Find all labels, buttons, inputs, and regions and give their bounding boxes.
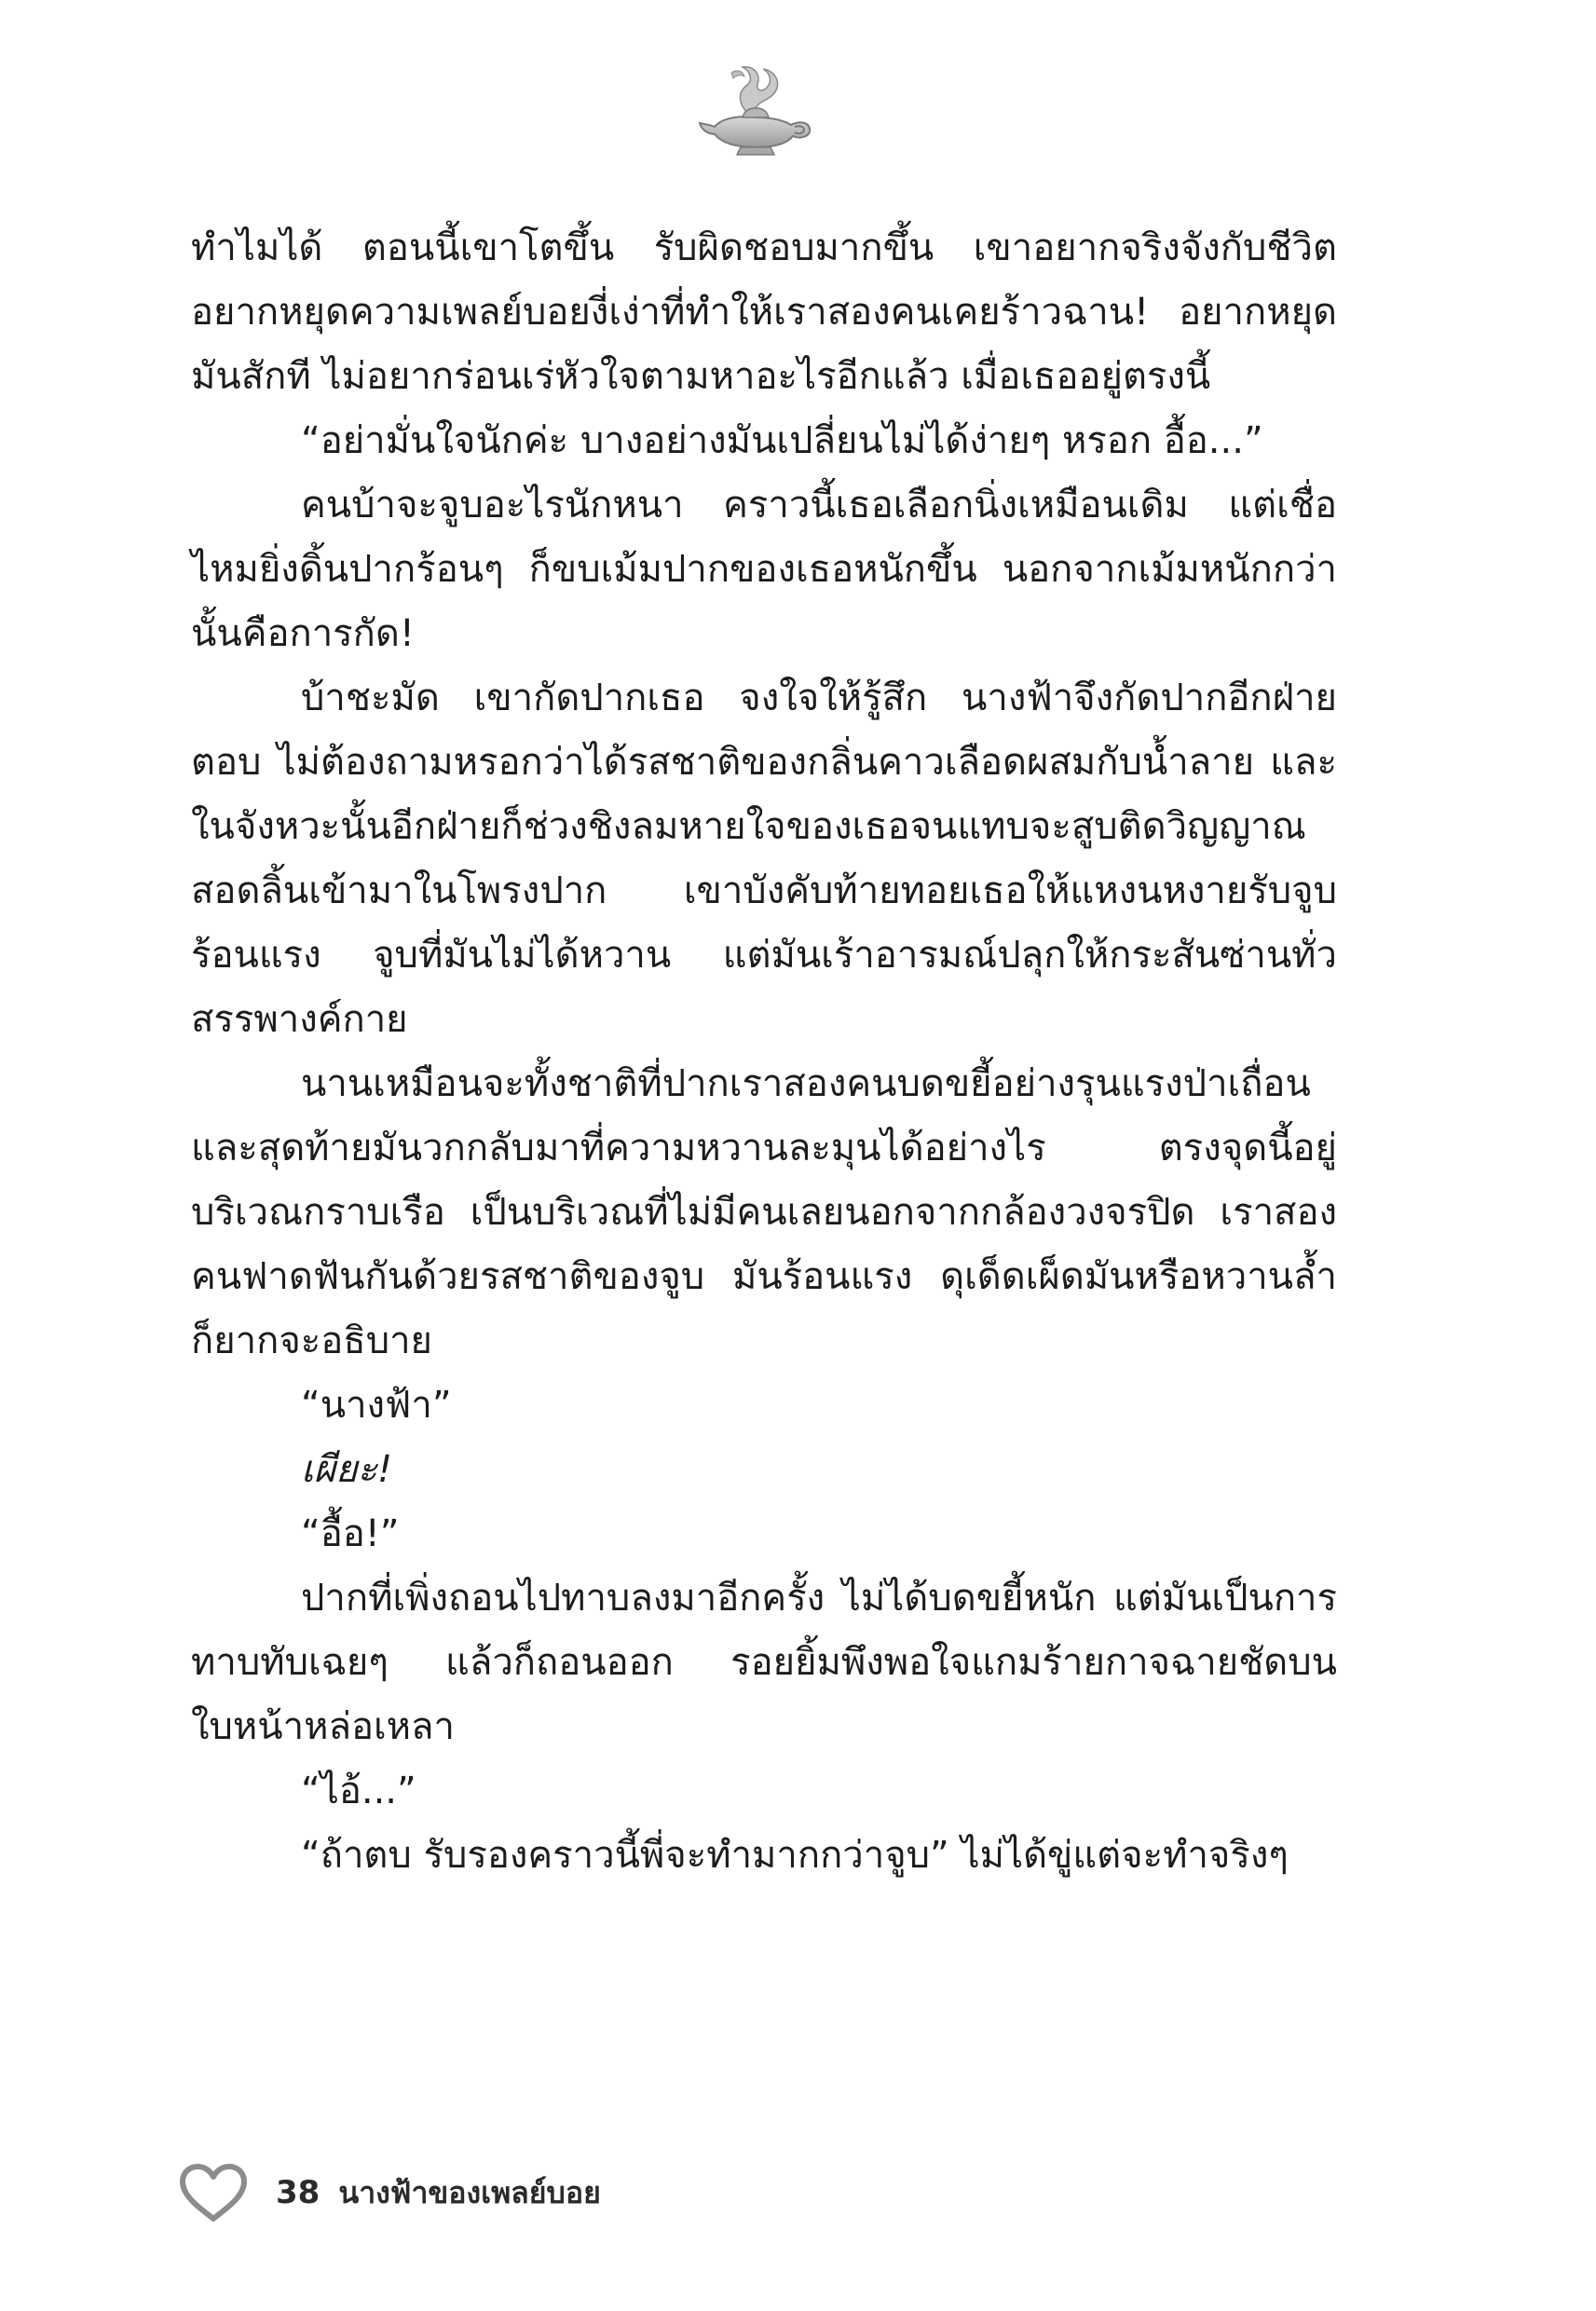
body-text bbox=[191, 216, 1337, 1888]
heart-outline-icon bbox=[177, 2161, 250, 2224]
paragraph: เผียะ! bbox=[301, 1448, 393, 1491]
paragraph: “อื้อ!” bbox=[301, 1512, 400, 1555]
genie-lamp-icon bbox=[694, 56, 815, 158]
paragraph: “นางฟ้า” bbox=[301, 1384, 452, 1427]
paragraph: “อย่ามั่นใจนักค่ะ บางอย่างมันเปลี่ยนไม่ได้ง่ายๆ หรอก อื้อ...” bbox=[301, 419, 1263, 462]
paragraph: นานเหมือนจะทั้งชาติที่ปากเราสองคนบดขยี้อย่างรุนแรงป่าเถื่อน และสุดท้ายมันวกกลับมาที่ความหวานละมุนได้อย่างไร ตรงจุดนี้อยู่บริเวณกราบเรือ เป็นบริเวณที่ไม่มีคนเลยนอกจากกล้องวงจรปิด เราสองคนฟาดฟันกันด้วยรสชาติของจูบ มันร้อนแรง ดุเด็ดเผ็ดมันหรือหวานล้ำ ก็ยากจะอธิบาย bbox=[191, 1062, 1337, 1362]
paragraph: ทำไมได้ ตอนนี้เขาโตขึ้น รับผิดชอบมากขึ้น เขาอยากจริงจังกับชีวิต อยากหยุดความเพลย์บอยงี่เง่าที่ทำให้เราสองคนเคยร้าวฉาน! อยากหยุดมันสักที ไม่อยากร่อนเร่หัวใจตามหาอะไรอีกแล้ว เมื่อเธออยู่ตรงนี้ bbox=[191, 226, 1337, 398]
page-number: 38 bbox=[276, 2174, 321, 2211]
page-footer bbox=[177, 2160, 601, 2225]
paragraph: คนบ้าจะจูบอะไรนักหนา คราวนี้เธอเลือกนิ่งเหมือนเดิม แต่เชื่อไหมยิ่งดิ้นปากร้อนๆ ก็ขบเม้มปากของเธอหนักขึ้น นอกจากเม้มหนักกว่านั้นคือการกัด! bbox=[191, 484, 1337, 655]
book-title: นางฟ้าของเพลย์บอย bbox=[338, 2174, 601, 2210]
paragraph: บ้าชะมัด เขากัดปากเธอ จงใจให้รู้สึก นางฟ้าจึงกัดปากอีกฝ่ายตอบ ไม่ต้องถามหรอกว่าได้รสชาติของกลิ่นคาวเลือดผสมกับน้ำลาย และในจังหวะนั้นอีกฝ่ายก็ช่วงชิงลมหายใจของเธอจนแทบจะสูบติดวิญญาณ สอดลิ้นเข้ามาในโพรงปาก เขาบังคับท้ายทอยเธอให้แหงนหงายรับจูบร้อนแรง จูบที่มันไม่ได้หวาน แต่มันเร้าอารมณ์ปลุกให้กระสันซ่านทั่วสรรพางค์กาย bbox=[191, 677, 1337, 1041]
paragraph: “ไอ้...” bbox=[301, 1770, 416, 1812]
paragraph: ปากที่เพิ่งถอนไปทาบลงมาอีกครั้ง ไม่ได้บดขยี้หนัก แต่มันเป็นการทาบทับเฉยๆ แล้วก็ถอนออก รอยยิ้มพึงพอใจแกมร้ายกาจฉายชัดบนใบหน้าหล่อเหลา bbox=[191, 1577, 1337, 1748]
paragraph: “ถ้าตบ รับรองคราวนี้พี่จะทำมากกว่าจูบ” ไม่ได้ขู่แต่จะทำจริงๆ bbox=[301, 1834, 1289, 1877]
